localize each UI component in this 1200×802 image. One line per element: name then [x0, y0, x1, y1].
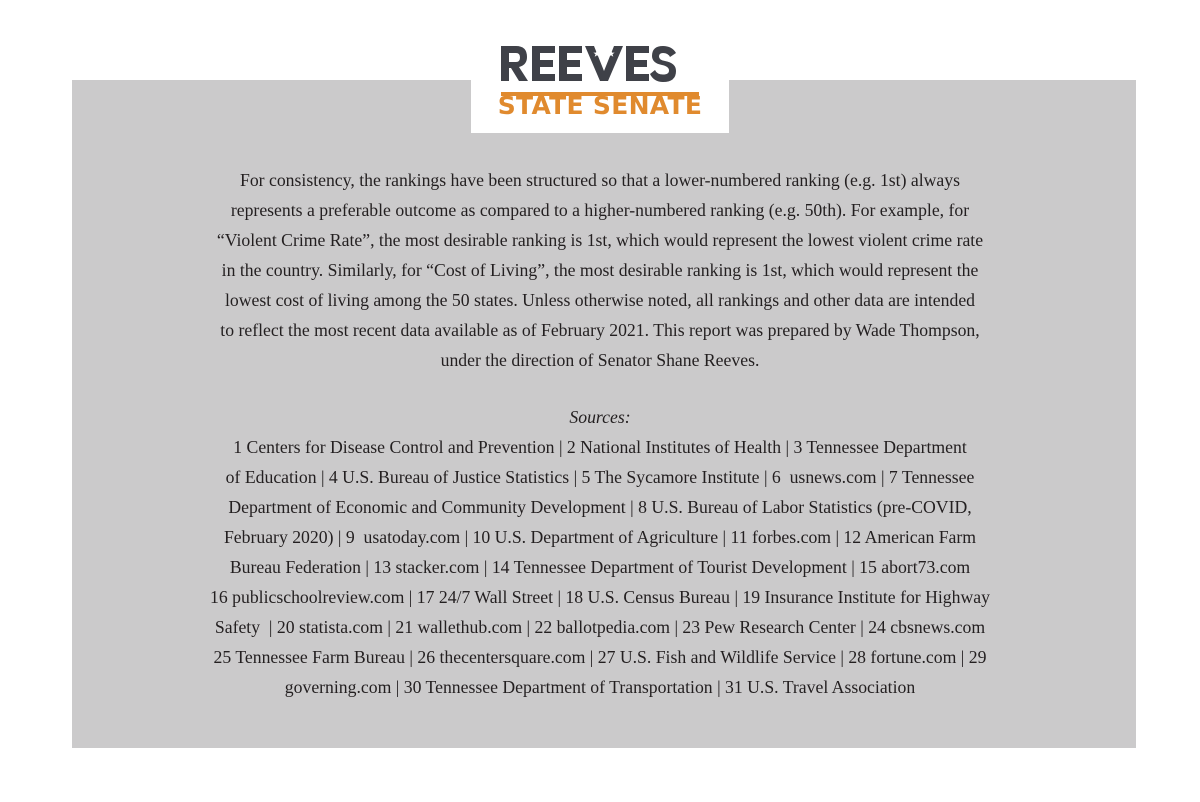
sources-line: February 2020) | 9 usatoday.com | 10 U.S. Department of Agriculture | 11 forbes.com | 12 American Farm — [223, 527, 977, 547]
sources-line: 16 publicschoolreview.com | 17 24/7 Wall Street | 18 U.S. Census Bureau | 19 Insurance Institute for Highway — [210, 587, 990, 607]
sources-heading: Sources: — [569, 407, 631, 427]
sources-line: governing.com | 30 Tennessee Department of Transportation | 31 U.S. Travel Association — [284, 677, 916, 697]
sources-line: Department of Economic and Community Development | 8 U.S. Bureau of Labor Statistics (pre-COVID, — [228, 497, 972, 517]
sources-list — [120, 432, 1080, 702]
logo-letters — [501, 46, 676, 82]
intro-line: lowest cost of living among the 50 states. Unless otherwise noted, all rankings and other data are intended — [224, 290, 976, 310]
sources-line: Bureau Federation | 13 stacker.com | 14 Tennessee Department of Tourist Development | 15 abort73.com — [229, 557, 971, 577]
logo-letter-e1 — [532, 46, 555, 81]
sources-line: of Education | 4 U.S. Bureau of Justice Statistics | 5 The Sycamore Institute | 6 usnews.com | 7 Tennessee — [225, 467, 975, 487]
intro-line: “Violent Crime Rate”, the most desirable ranking is 1st, which would represent the lowest violent crime rate — [216, 230, 984, 250]
intro-paragraph — [120, 165, 1080, 375]
logo-letter-r — [501, 46, 528, 81]
intro-line: under the direction of Senator Shane Reeves. — [440, 350, 760, 370]
logo-letter-s — [650, 46, 676, 82]
intro-line: in the country. Similarly, for “Cost of Living”, the most desirable ranking is 1st, which would represent the — [221, 260, 979, 280]
logo-letter-e3 — [626, 46, 649, 81]
logo — [471, 31, 729, 133]
logo-letter-e2 — [559, 46, 582, 81]
intro-line: For consistency, the rankings have been structured so that a lower-numbered ranking (e.g. 1st) always — [239, 170, 961, 190]
intro-line: to reflect the most recent data available as of February 2021. This report was prepared by Wade Thompson, — [220, 320, 980, 340]
logo-subtitle: STATE SENATE — [497, 91, 703, 120]
sources-line: Safety | 20 statista.com | 21 wallethub.com | 22 ballotpedia.com | 23 Pew Research Center | 24 cbsnews.com — [214, 617, 986, 637]
sources-line: 25 Tennessee Farm Bureau | 26 thecentersquare.com | 27 U.S. Fish and Wildlife Service | 28 fortune.com | 29 — [213, 647, 987, 667]
intro-line: represents a preferable outcome as compared to a higher-numbered ranking (e.g. 50th). For example, for — [230, 200, 970, 220]
sources-line: 1 Centers for Disease Control and Prevention | 2 National Institutes of Health | 3 Tennessee Department — [233, 437, 967, 457]
